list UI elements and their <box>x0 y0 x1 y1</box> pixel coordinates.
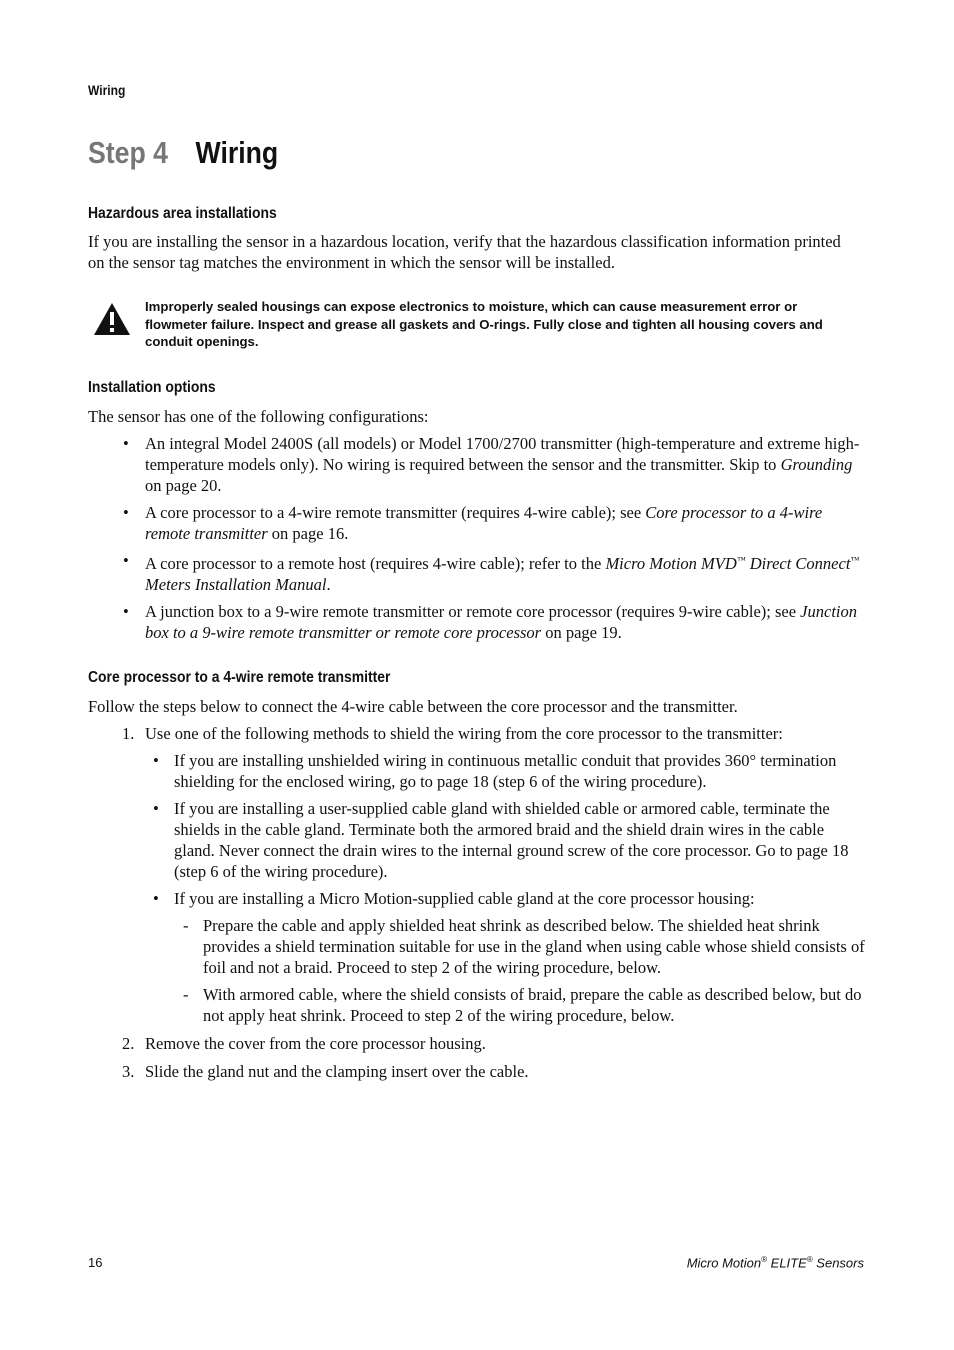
step-name: Wiring <box>195 135 279 170</box>
list-item: - Prepare the cable and apply shielded heat shrink as described below. The shielded heat shrink provides a shield termination suitable for use in the gland when using cable whose shield consists of foil and not a braid. Proceed to step 2 of the wiring procedure, below. <box>183 916 865 977</box>
procedure-step: 3. Slide the gland nut and the clamping insert over the cable. <box>122 1062 529 1081</box>
bullet-icon: • <box>123 434 129 453</box>
list-item: • A junction box to a 9-wire remote transmitter or remote core processor (requires 9-wire cable); see Junction box to a 9-wire remote transmitter or remote core processor on page 19. <box>123 602 857 642</box>
cross-reference-link: Grounding <box>780 455 853 474</box>
bullet-icon: • <box>153 751 159 770</box>
list-item: • A core processor to a 4-wire remote transmitter (requires 4-wire cable); see Core processor to a 4-wire remote transmitter on page 16. <box>123 503 823 543</box>
bullet-icon: • <box>123 503 129 522</box>
shielding-methods-list <box>145 750 868 1026</box>
list-item: - With armored cable, where the shield consists of braid, prepare the cable as described below, but do not apply heat shrink. Proceed to step 2 of the wiring procedure, below. <box>183 985 862 1025</box>
warning-triangle-icon <box>93 302 131 336</box>
caution-text: Improperly sealed housings can expose electronics to moisture, which can cause measurement error or flowmeter failure. Inspect and grease all gaskets and O-rings. Fully close and tighten all housing covers and conduit openings. <box>145 299 823 349</box>
dash-marker: - <box>183 916 189 935</box>
step-number: Step 4 <box>88 135 169 170</box>
page-number: 16 <box>88 1255 103 1270</box>
bullet-icon: • <box>123 602 129 621</box>
bullet-icon: • <box>153 889 159 908</box>
dash-marker: - <box>183 985 189 1004</box>
list-item: • If you are installing unshielded wiring in continuous metallic conduit that provides 360° termination shielding for the enclosed wiring, go to page 18 (step 6 of the wiring procedure). <box>153 751 837 791</box>
list-item: • If you are installing a user-supplied cable gland with shielded cable or armored cable, terminate the shields in the cable gland. Terminate both the armored braid and the shield drain wires in the cable gland. Never connect the drain wires to the internal ground screw of the core processor. Go to page 18 (step 6 of the wiring procedure). <box>153 799 849 881</box>
heading-hazardous: Hazardous area installations <box>88 205 277 222</box>
paragraph-core-intro: Follow the steps below to connect the 4-wire cable between the core processor and the transmitter. <box>88 697 738 716</box>
bullet-icon: • <box>123 551 129 570</box>
running-head: Wiring <box>88 82 126 98</box>
footer-product-name: Micro Motion® ELITE® Sensors <box>686 1255 864 1271</box>
cross-reference-link: Junction box to a 9-wire remote transmitter or remote core processor <box>145 602 857 642</box>
paragraph-options-intro: The sensor has one of the following configurations: <box>88 407 429 426</box>
list-item: • If you are installing a Micro Motion-supplied cable gland at the core processor housing: - Prepare the cable and apply shielded heat shrink as described below. The shielded heat shrink provides a shield termination suitable for use in the gland when using cable whose shield consists of foil and not a braid. Proceed to step 2 of the wiring procedure, below. - With armored cable, where the shield consists of braid, prepare the cable as described below, but do not apply heat shrink. Proceed to step 2 of the wiring procedure, below. <box>145 888 868 1026</box>
procedure-step: 1. Use one of the following methods to shield the wiring from the core processor to the transmitter: • If you are installing unshielded wiring in continuous metallic conduit that provides 360° termination shielding for the enclosed wiring, go to page 18 (step 6 of the wiring procedure). • If you are installing a user-supplied cable gland with shielded cable or armored cable, terminate the shields in the cable gland. Terminate both the armored braid and the shield drain wires in the cable gland. Never connect the drain wires to the internal ground screw of the core processor. Go to page 18 (step 6 of the wiring procedure). • If you are installing a Micro Motion-supplied cable gland at the core processor housing: - Prepare the cable and apply shielded heat shrink as described below. The shielded heat shrink provides a shield termination suitable for use in the gland when using cable whose shield consists of foil and not a braid. Proceed to step 2 of the wiring procedure, below. - With armored cable, where the shield consists of braid, prepare the cable as described below, but do not apply heat shrink. Proceed to step 2 of the wiring procedure, below. <box>88 723 868 1026</box>
manual-title: Micro Motion MVD™ Direct Connect™ Meters Installation Manual <box>145 554 860 594</box>
gland-options-list <box>174 915 868 1026</box>
paragraph-hazardous: If you are installing the sensor in a hazardous location, verify that the hazardous classification information printed on the sensor tag matches the environment in which the sensor will be installed. <box>88 232 841 272</box>
list-item: • An integral Model 2400S (all models) or Model 1700/2700 transmitter (high-temperature and extreme high-temperature models only). No wiring is required between the sensor and the transmitter. Skip to Grounding on page 20. <box>123 434 860 495</box>
procedure-steps <box>88 723 868 1089</box>
cross-reference-link: Core processor to a 4-wire remote transmitter <box>145 503 823 543</box>
heading-installation-options: Installation options <box>88 379 216 396</box>
heading-core-processor: Core processor to a 4-wire remote transmitter <box>88 669 391 686</box>
bullet-icon: • <box>153 799 159 818</box>
list-item: • A core processor to a remote host (requires 4-wire cable); refer to the Micro Motion MVD™ Direct Connect™ Meters Installation Manual. <box>123 551 860 594</box>
procedure-step: 2. Remove the cover from the core processor housing. <box>122 1034 486 1053</box>
page-title <box>88 135 278 171</box>
options-list <box>88 433 868 649</box>
